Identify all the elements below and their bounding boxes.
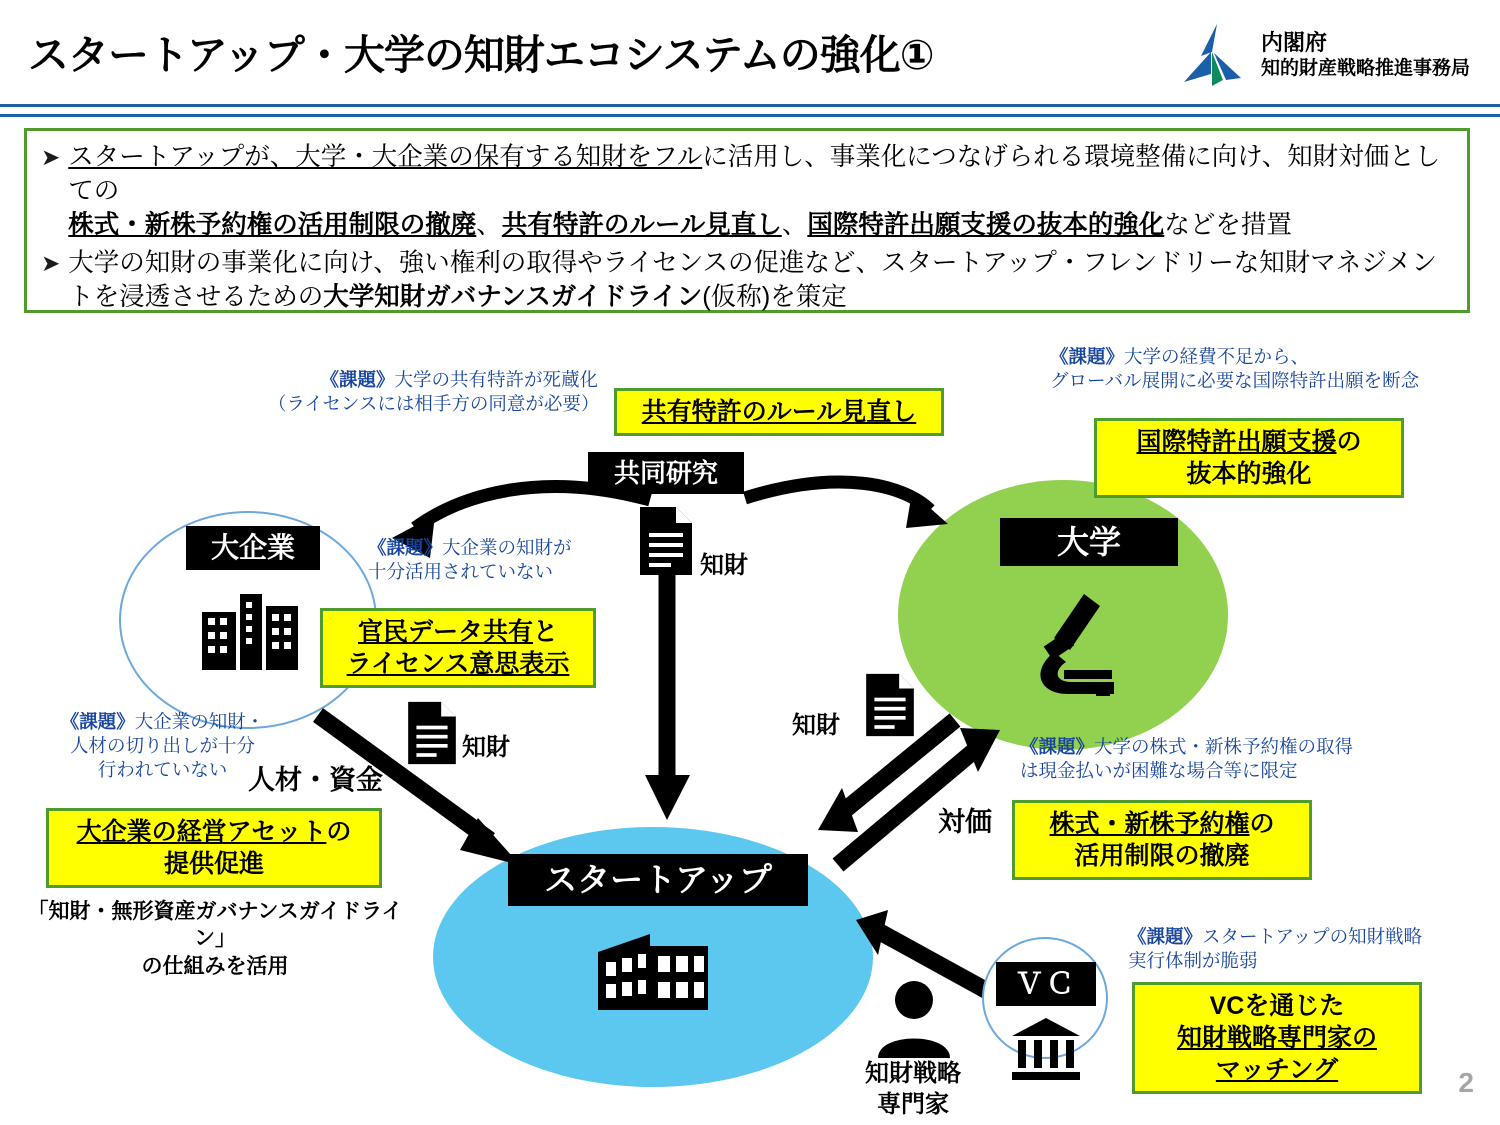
measure-intl-patent-support [1094,418,1404,498]
node-vc-label: ＶＣ [996,962,1096,1006]
microscope-icon [1010,586,1140,704]
issue-line1: 大企業の知財が [442,537,572,558]
measure-line1-suffix: と [533,618,559,646]
issue-startup-ip [1128,925,1458,973]
measure-vc-matching [1132,982,1422,1094]
issue-line1: 大企業の知財・ [134,711,265,732]
issue-intl-patent [1050,345,1470,393]
measure-line3: マッチング [1215,1056,1339,1084]
summary-bullet-2 [41,247,1453,315]
summary-b1-p7: 国際特許出願支援の抜本的強化 [807,210,1165,239]
summary-b1-p4: 、 [476,210,502,239]
issue-line1: スタートアップの知財戦略 [1202,926,1423,947]
issue-line2: グローバル展開に必要な国際特許出願を断念 [1050,370,1420,392]
cabinet-office-logo [1171,22,1470,88]
measure-line2: 提供促進 [163,850,264,878]
summary-b2-p3: (仮称)を策定 [702,282,847,311]
startup-building-icon [592,922,716,1012]
summary-b2-p1: 大学の知財の事業化に向け、強い権利の取得やライセンスの促進など、スタートアップ・フレンドリーな知財マネジメントを浸透させるための [68,248,1437,311]
issue-line2: は現金払いが困難な場合等に限定 [1020,760,1298,782]
issue-label: 《課題》 [368,537,443,558]
page-number: 2 [1458,1067,1474,1098]
logo-line2: 知的財産戦略推進事務局 [1260,57,1470,79]
summary-box [24,128,1470,313]
bullet-arrow-icon: ➤ [41,144,61,170]
header-divider [0,104,1500,117]
footnote-line2: の仕組みを活用 [141,954,289,978]
edge-label-ip-right: 知財 [792,712,840,739]
issue-label: 《課題》 [320,369,395,390]
issue-equity [1020,735,1440,783]
measure-line1-suffix: の [1249,810,1275,838]
edge-label-ip-left: 知財 [462,734,510,761]
person-icon [872,980,956,1060]
bank-icon [1010,1016,1082,1080]
expert-line1: 知財戦略 [865,1060,961,1087]
issue-line3: 行われていない [97,759,228,781]
summary-bullet-1 [41,141,1453,243]
issue-line1: 大学の経費不足から、 [1124,346,1310,367]
measure-line1: 国際特許出願支援 [1136,428,1337,456]
summary-b1-p1: スタートアップが、大学・大企業の保有する知財をフル [68,143,703,171]
edge-label-joint-research: 共同研究 [588,452,744,494]
measure-equity [1012,800,1312,880]
measure-line2: ライセンス意思表示 [346,650,570,678]
measure-line1: 大企業の経営アセット [76,818,327,846]
document-icon-left [404,700,460,766]
measure-line2: 活用制限の撤廃 [1074,842,1250,870]
bullet-arrow-icon-2: ➤ [41,249,61,276]
measure-line1: 株式・新株予約権 [1049,810,1250,838]
measure-line1: 官民データ共有 [357,618,533,646]
issue-label: 《課題》 [1050,346,1125,367]
logo-line1: 内閣府 [1260,30,1327,56]
document-icon-right [862,672,918,738]
buildings-icon [196,584,304,670]
measure-shared-patent-rule [614,388,944,436]
page-title: スタートアップ・大学の知財エコシステムの強化① [28,32,934,78]
logo-mark-icon [1171,22,1251,88]
node-large-company-label: 大企業 [186,526,320,570]
edge-label-ip-center: 知財 [700,552,748,579]
edge-label-people-money: 人材・資金 [248,765,383,795]
issue-big-company-ip [368,536,618,584]
document-icon-center [636,505,696,577]
measure-asset-provision [46,808,382,888]
measure-line1: VCを通じた [1209,992,1345,1020]
summary-b1-p5: 共有特許のルール見直し [501,210,782,239]
edge-label-consideration: 対価 [938,807,992,837]
footnote-guideline [20,898,410,980]
issue-label: 《課題》 [60,711,135,732]
issue-line2: 十分活用されていない [368,561,554,583]
node-startup-label: スタートアップ [508,854,808,906]
measure-line2: 知財戦略専門家の [1176,1024,1377,1052]
measure-text: 共有特許のルール見直し [641,398,917,426]
issue-label: 《課題》 [1020,736,1095,757]
issue-line1: 大学の共有特許が死蔵化 [394,369,598,390]
summary-b1-p6: 、 [781,210,808,239]
measure-line2: 抜本的強化 [1186,460,1312,488]
summary-b1-p2: に活用し、事業化につなげられる環境整備に向け、知財対価としての [68,143,1441,205]
measure-line1-suffix: の [1336,428,1362,456]
measure-line1-suffix: の [326,818,352,846]
summary-b1-p3: 株式・新株予約権の活用制限の撤廃 [68,210,477,239]
issue-label: 《課題》 [1128,926,1203,947]
summary-b2-p2: 大学知財ガバナンスガイドライン [323,282,703,311]
expert-line2: 専門家 [877,1091,949,1119]
footnote-line1: 「知財・無形資産ガバナンスガイドライン」 [27,900,403,951]
issue-line2: （ライセンスには相手方の同意が必要） [268,393,600,415]
issue-line2: 実行体制が脆弱 [1128,950,1258,972]
node-university-label: 大学 [1000,518,1178,566]
summary-b1-p8: などを措置 [1164,210,1292,239]
measure-data-sharing [320,608,596,688]
issue-shared-patent [268,368,598,416]
issue-line2: 人材の切り出しが十分 [69,735,255,757]
node-expert-label [840,1058,986,1120]
issue-line1: 大学の株式・新株予約権の取得 [1094,736,1354,757]
